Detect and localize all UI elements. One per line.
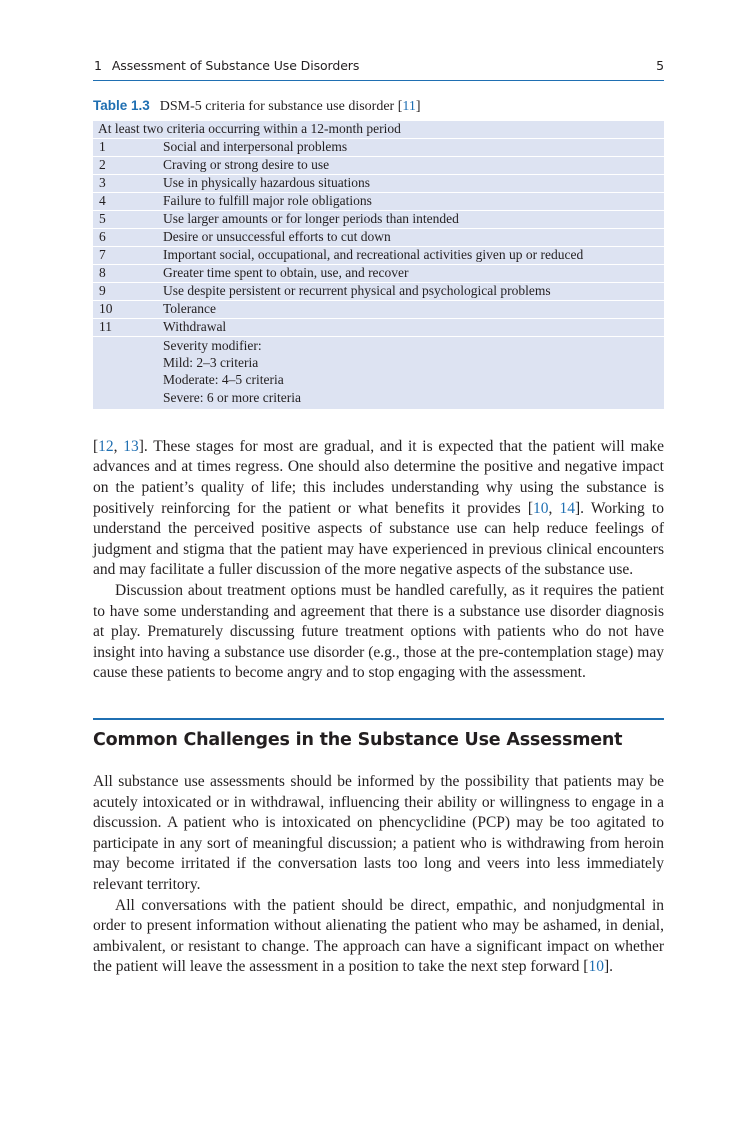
running-header xyxy=(93,58,664,81)
severity-line: Severe: 6 or more criteria xyxy=(163,389,301,405)
criterion-number: 5 xyxy=(93,211,157,229)
citation-link[interactable]: 14 xyxy=(559,499,576,517)
criterion-text: Craving or strong desire to use xyxy=(157,157,664,175)
bracket: ]. xyxy=(603,958,613,976)
table-row xyxy=(93,157,664,175)
severity-line: Severity modifier: xyxy=(163,338,262,353)
table-row xyxy=(93,283,664,301)
citation-link[interactable]: 10 xyxy=(588,958,604,976)
criterion-text: Tolerance xyxy=(157,301,664,319)
severity-line: Moderate: 4–5 criteria xyxy=(163,372,284,388)
bracket: ] xyxy=(415,99,421,114)
criterion-text: Use larger amounts or for longer periods than intended xyxy=(157,211,664,229)
table-header-row xyxy=(93,121,664,139)
table-row xyxy=(93,247,664,265)
book-page xyxy=(93,58,664,978)
paragraph: Discussion about treatment options must be handled carefully, as it requires the patient to have some understanding and agreement that there is a substance use disorder diagnosis at play. Prematurely discussing future treatment options with patients who do not have insight into having a substance use disorder (e.g., those at the pre-contemplation stage) may cause these patients to become angry and to stop engaging with the assessment. xyxy=(93,581,664,682)
criterion-number: 2 xyxy=(93,157,157,175)
separator: , xyxy=(113,437,124,455)
table-title: DSM-5 criteria for substance use disorder [ xyxy=(159,99,403,114)
criterion-number: 4 xyxy=(93,193,157,211)
criterion-number: 10 xyxy=(93,301,157,319)
chapter-title: Assessment of Substance Use Disorders xyxy=(111,58,360,73)
citation-link[interactable]: 10 xyxy=(532,499,549,517)
table-row xyxy=(93,265,664,283)
criterion-text: Desire or unsuccessful efforts to cut down xyxy=(157,229,664,247)
criterion-text: Social and interpersonal problems xyxy=(157,139,664,157)
table-row xyxy=(93,175,664,193)
table-row xyxy=(93,193,664,211)
paragraph-text: ]. Working to understand the perceived positive aspects of substance use can help reduce feelings of judgment and stigma that the patient may have experienced in previous clinical encounters and may facilitate a fuller discussion of the more negative aspects of the substance use. xyxy=(93,499,664,579)
citation-link[interactable]: 12 xyxy=(98,437,114,455)
separator: , xyxy=(548,499,560,517)
criterion-number: 7 xyxy=(93,247,157,265)
table-label: Table 1.3 xyxy=(93,98,150,113)
section-body xyxy=(93,772,664,978)
table-row xyxy=(93,139,664,157)
criterion-text: Important social, occupational, and recreational activities given up or reduced xyxy=(157,247,664,265)
severity-line: Mild: 2–3 criteria xyxy=(163,355,259,371)
citation-link[interactable]: 13 xyxy=(123,437,139,455)
paragraph xyxy=(93,896,664,978)
bracket: [ xyxy=(93,437,99,455)
criterion-text: Withdrawal xyxy=(157,319,664,337)
table-row xyxy=(93,211,664,229)
table-caption xyxy=(93,97,664,115)
chapter-heading xyxy=(94,58,369,73)
criterion-text: Failure to fulfill major role obligations xyxy=(157,193,664,211)
criterion-number: 8 xyxy=(93,265,157,283)
citation-link[interactable]: 11 xyxy=(402,99,416,114)
body-text xyxy=(93,437,664,684)
criterion-text: Use in physically hazardous situations xyxy=(157,175,664,193)
table-row xyxy=(93,229,664,247)
dsm5-criteria-table xyxy=(93,121,664,410)
section-divider xyxy=(93,718,664,720)
severity-cell xyxy=(157,337,664,410)
severity-row xyxy=(93,337,664,410)
criterion-number: 6 xyxy=(93,229,157,247)
table-header-cell: At least two criteria occurring within a 12-month period xyxy=(93,121,664,139)
page-number: 5 xyxy=(656,58,664,73)
paragraph-text: ]. These stages for most are gradual, and it is expected that the patient will make advances and at times regress. One should also determine the positive and negative impact on the patient’s quality of life; this includes understanding why using the substance is positively reinforcing for the patient or what benefits it provides [ xyxy=(93,437,665,517)
criterion-number: 11 xyxy=(93,319,157,337)
table-row xyxy=(93,301,664,319)
criterion-number: 3 xyxy=(93,175,157,193)
chapter-number: 1 xyxy=(94,58,102,73)
criterion-number: 9 xyxy=(93,283,157,301)
paragraph-text: All conversations with the patient should be direct, empathic, and nonjudgmental in order to present information without alienating the patient who may be ashamed, in denial, ambivalent, or resistant to change. The approach can have a significant impact on whether the patient will leave the assessment in a position to take the next step forward [ xyxy=(93,896,664,976)
section-heading: Common Challenges in the Substance Use Assessment xyxy=(93,729,623,750)
paragraph: All substance use assessments should be informed by the possibility that patients may be acutely intoxicated or in withdrawal, influencing their ability or willingness to engage in a discussion. A patient who is intoxicated on phencyclidine (PCP) may be too agitated to participate in any sort of meaningful discussion; a patient who is withdrawing from heroin may become irritated if the conversation lasts too long and veers into less immediately relevant territory. xyxy=(93,772,664,893)
criterion-text: Use despite persistent or recurrent physical and psychological problems xyxy=(157,283,664,301)
paragraph xyxy=(93,437,664,581)
criterion-text: Greater time spent to obtain, use, and recover xyxy=(157,265,664,283)
table-row xyxy=(93,319,664,337)
empty-cell xyxy=(93,337,157,410)
criterion-number: 1 xyxy=(93,139,157,157)
